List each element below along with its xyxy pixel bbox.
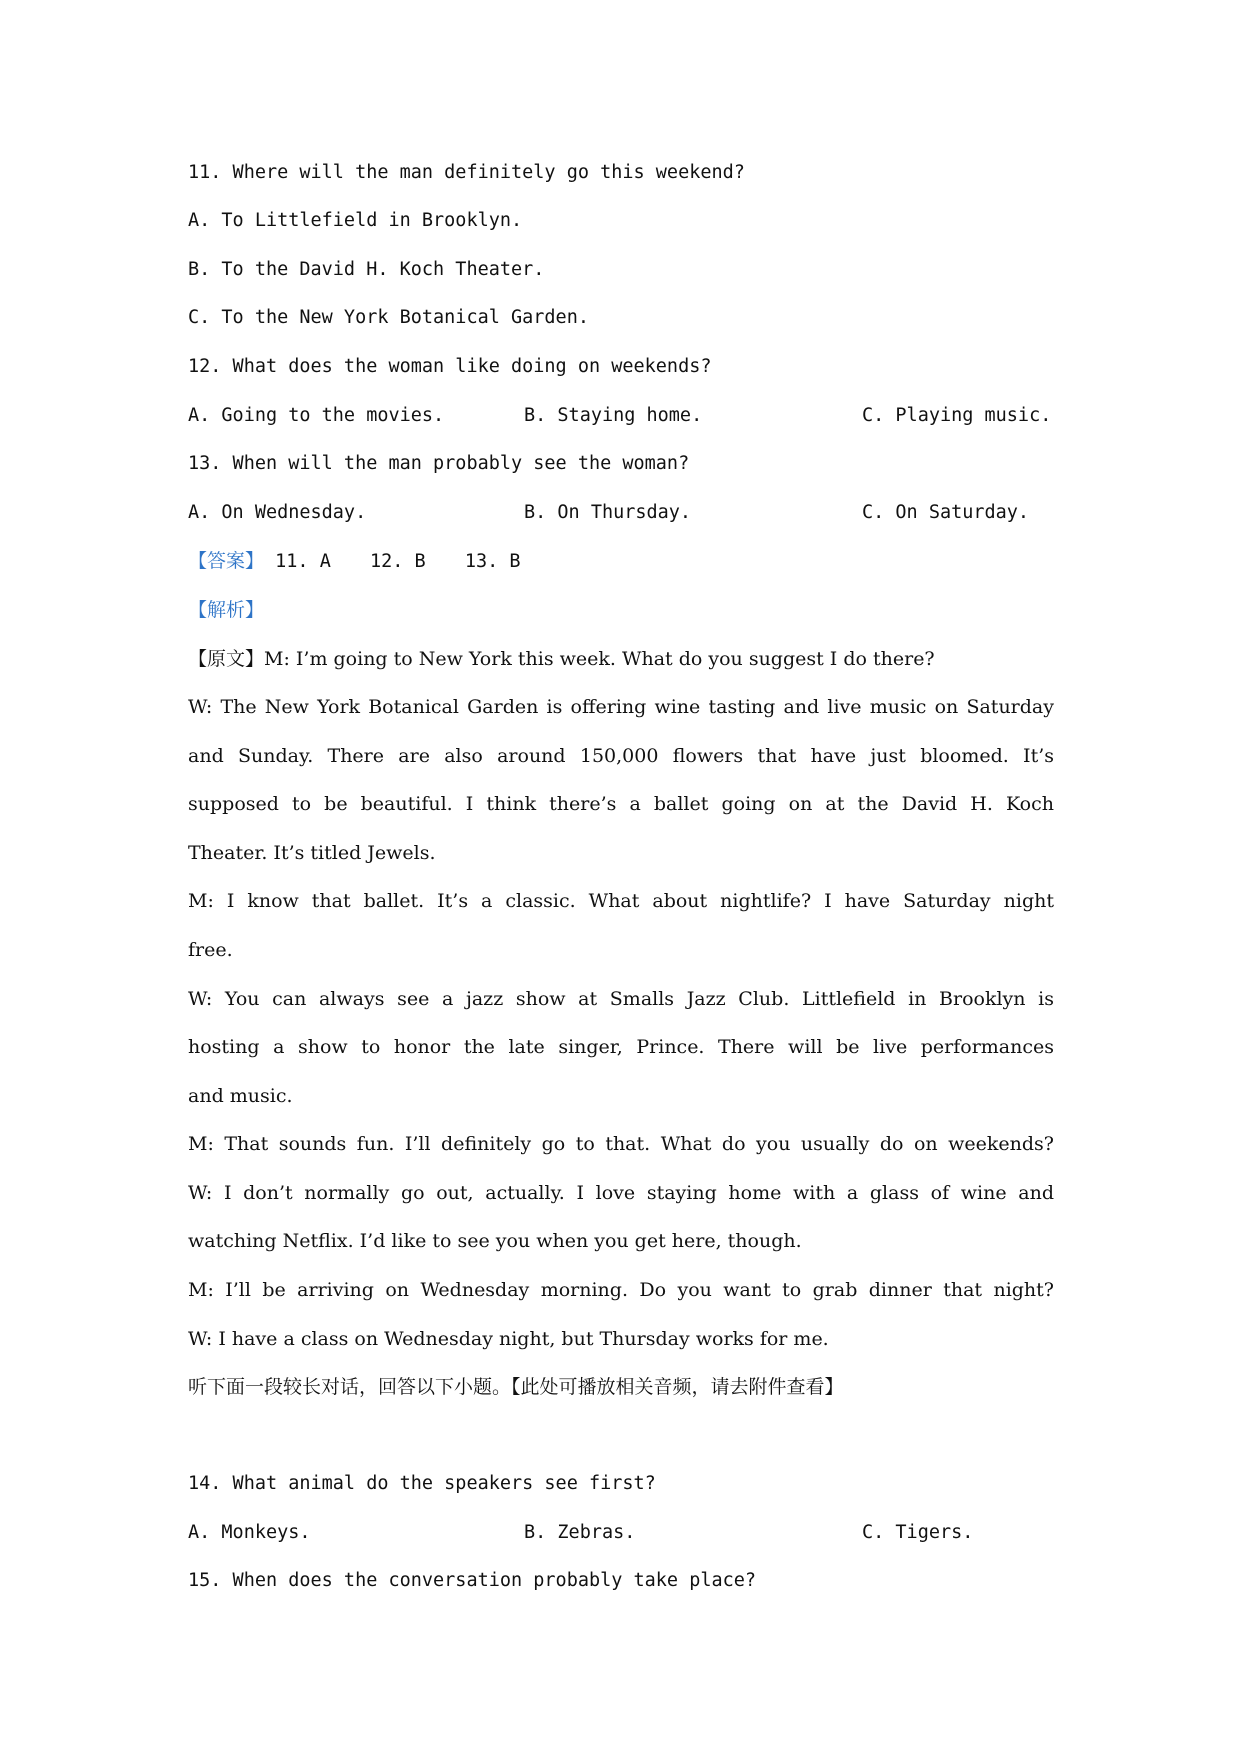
transcript-line: W: I don’t normally go out, actually. I love staying home with a glass of wine and [188,1182,1054,1204]
transcript-line: W: The New York Botanical Garden is offering wine tasting and live music on Saturday [188,696,1054,718]
answer-line [188,548,521,575]
transcript-line: W: I have a class on Wednesday night, but Thursday works for me. [188,1328,829,1350]
transcript-line: Theater. It’s titled Jewels. [188,842,436,864]
transcript-line: W: You can always see a jazz show at Smalls Jazz Club. Littlefield in Brooklyn is [188,988,1054,1010]
q13-stem: 13. When will the man probably see the woman? [188,453,690,474]
answer-item: 13. B [464,551,521,572]
transcript-line: and Sunday. There are also around 150,000 flowers that have just bloomed. It’s [188,745,1054,767]
transcript-first-line [188,646,935,672]
q12-stem: 12. What does the woman like doing on weekends? [188,356,712,377]
transcript-line: supposed to be beautiful. I think there’s a ballet going on at the David H. Koch [188,793,1054,815]
transcript-line: hosting a show to honor the late singer, Prince. There will be live performances [188,1036,1054,1058]
q11-option-c: C. To the New York Botanical Garden. [188,307,589,328]
transcript-line: free. [188,939,233,961]
listening-instruction: 听下面一段较长对话，回答以下小题。【此处可播放相关音频，请去附件查看】 [188,1376,844,1398]
q14-stem: 14. What animal do the speakers see first? [188,1473,656,1494]
q12-option-c: C. Playing music. [862,405,1052,426]
analysis-label: 【解析】 [188,599,265,621]
q14-option-b: B. Zebras. [524,1522,636,1543]
answer-label: 【答案】 [188,550,265,572]
transcript-line: M: I’m going to New York this week. What do you suggest I do there? [264,648,935,670]
q15-stem: 15. When does the conversation probably take place? [188,1570,757,1591]
q13-option-b: B. On Thursday. [524,502,692,523]
transcript-line: watching Netflix. I’d like to see you when you get here, though. [188,1230,802,1252]
q13-option-c: C. On Saturday. [862,502,1030,523]
q11-option-a: A. To Littlefield in Brooklyn. [188,210,523,231]
transcript-line: and music. [188,1085,293,1107]
q11-option-b: B. To the David H. Koch Theater. [188,259,545,280]
q14-option-c: C. Tigers. [862,1522,974,1543]
transcript-line: M: I’ll be arriving on Wednesday morning. Do you want to grab dinner that night? [188,1279,1054,1301]
answer-item: 11. A [275,551,331,572]
answer-item: 12. B [370,551,426,572]
q12-option-b: B. Staying home. [524,405,703,426]
q12-option-a: A. Going to the movies. [188,405,445,426]
q14-option-a: A. Monkeys. [188,1522,311,1543]
transcript-label: 【原文】 [188,648,265,670]
q11-stem: 11. Where will the man definitely go this weekend? [188,162,745,183]
transcript-line: M: I know that ballet. It’s a classic. What about nightlife? I have Saturday night [188,890,1054,912]
q13-option-a: A. On Wednesday. [188,502,367,523]
transcript-line: M: That sounds fun. I’ll definitely go to that. What do you usually do on weekends? [188,1133,1054,1155]
